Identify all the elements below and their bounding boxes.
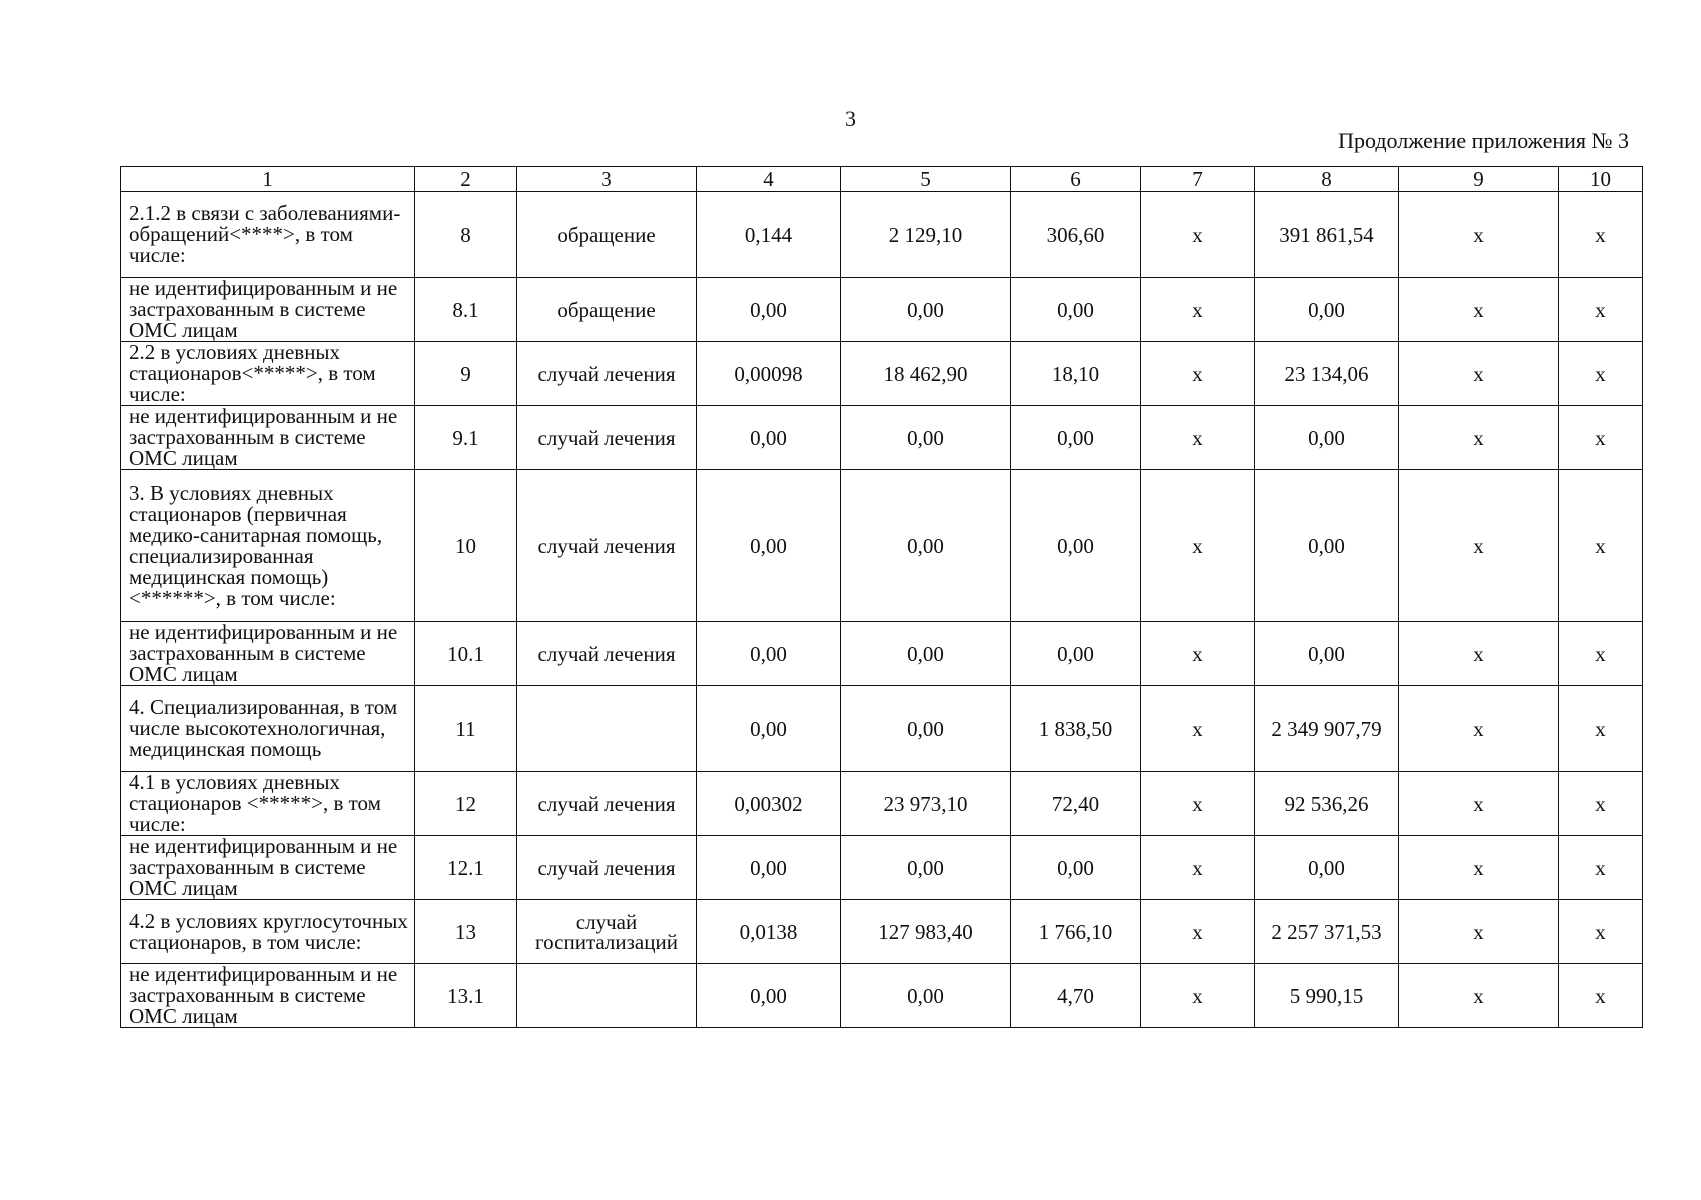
table-row: [121, 836, 1643, 900]
unit-cell: случай госпитализаций: [517, 900, 697, 964]
table-body: [121, 192, 1643, 1028]
value-cell: х: [1399, 192, 1559, 278]
row-code-cell: 12: [415, 772, 517, 836]
row-code-cell: 10: [415, 470, 517, 622]
value-cell: 18 462,90: [841, 342, 1011, 406]
value-cell: х: [1399, 686, 1559, 772]
value-cell: х: [1399, 278, 1559, 342]
value-cell: х: [1141, 622, 1255, 686]
column-number-header: 1: [121, 167, 415, 192]
table-row: [121, 772, 1643, 836]
value-cell: 2 129,10: [841, 192, 1011, 278]
value-cell: 0,00: [841, 686, 1011, 772]
value-cell: 0,00: [841, 470, 1011, 622]
value-cell: 0,00: [841, 836, 1011, 900]
row-code-cell: 13: [415, 900, 517, 964]
unit-cell: случай лечения: [517, 772, 697, 836]
value-cell: х: [1559, 192, 1643, 278]
value-cell: х: [1399, 900, 1559, 964]
value-cell: 0,00: [697, 622, 841, 686]
row-code-cell: 11: [415, 686, 517, 772]
value-cell: 92 536,26: [1255, 772, 1399, 836]
table-row: [121, 900, 1643, 964]
table-row: [121, 470, 1643, 622]
value-cell: х: [1399, 836, 1559, 900]
table-row: [121, 278, 1643, 342]
value-cell: х: [1399, 772, 1559, 836]
value-cell: 127 983,40: [841, 900, 1011, 964]
value-cell: 0,00: [1011, 470, 1141, 622]
row-code-cell: 13.1: [415, 964, 517, 1028]
row-code-cell: 8.1: [415, 278, 517, 342]
value-cell: 2 349 907,79: [1255, 686, 1399, 772]
value-cell: х: [1559, 964, 1643, 1028]
value-cell: 72,40: [1011, 772, 1141, 836]
row-label-cell: 4. Специализированная, в том числе высокотехнологичная, медицинская помощь: [121, 686, 415, 772]
unit-cell: случай лечения: [517, 836, 697, 900]
value-cell: х: [1399, 964, 1559, 1028]
appendix-continuation-caption: Продолжение приложения № 3: [1338, 128, 1629, 153]
table-row: [121, 342, 1643, 406]
value-cell: х: [1399, 342, 1559, 406]
value-cell: 0,00: [841, 622, 1011, 686]
value-cell: 1 838,50: [1011, 686, 1141, 772]
value-cell: 2 257 371,53: [1255, 900, 1399, 964]
unit-cell: случай лечения: [517, 470, 697, 622]
value-cell: 5 990,15: [1255, 964, 1399, 1028]
value-cell: х: [1559, 772, 1643, 836]
row-label-cell: не идентифицированным и не застрахованным в системе ОМС лицам: [121, 622, 415, 686]
row-label-cell: 2.2 в условиях дневных стационаров<*****>, в том числе:: [121, 342, 415, 406]
value-cell: х: [1141, 964, 1255, 1028]
table-row: [121, 192, 1643, 278]
value-cell: 0,144: [697, 192, 841, 278]
column-number-header: 8: [1255, 167, 1399, 192]
value-cell: х: [1141, 192, 1255, 278]
row-label-cell: 4.1 в условиях дневных стационаров <*****>, в том числе:: [121, 772, 415, 836]
column-number-header: 3: [517, 167, 697, 192]
value-cell: 0,00098: [697, 342, 841, 406]
value-cell: 0,00: [841, 964, 1011, 1028]
column-number-header: 10: [1559, 167, 1643, 192]
column-number-header: 6: [1011, 167, 1141, 192]
value-cell: х: [1559, 622, 1643, 686]
value-cell: 306,60: [1011, 192, 1141, 278]
data-table: [120, 166, 1643, 1028]
row-label-cell: 3. В условиях дневных стационаров (первичная медико-санитарная помощь, специализированная медицинская помощь) <******>, в том числе:: [121, 470, 415, 622]
table-row: [121, 622, 1643, 686]
value-cell: х: [1559, 470, 1643, 622]
row-label-cell: не идентифицированным и не застрахованным в системе ОМС лицам: [121, 964, 415, 1028]
value-cell: х: [1559, 836, 1643, 900]
value-cell: 0,00: [841, 278, 1011, 342]
value-cell: 0,00: [697, 406, 841, 470]
value-cell: 4,70: [1011, 964, 1141, 1028]
value-cell: 0,00: [1011, 406, 1141, 470]
unit-cell: [517, 686, 697, 772]
value-cell: х: [1559, 686, 1643, 772]
value-cell: 0,00: [697, 278, 841, 342]
value-cell: х: [1141, 470, 1255, 622]
header-row: [121, 167, 1643, 192]
value-cell: 0,00: [697, 964, 841, 1028]
value-cell: х: [1141, 836, 1255, 900]
value-cell: 1 766,10: [1011, 900, 1141, 964]
value-cell: 0,00: [697, 836, 841, 900]
value-cell: 0,00: [1255, 836, 1399, 900]
value-cell: х: [1141, 278, 1255, 342]
row-label-cell: 4.2 в условиях круглосуточных стационаров, в том числе:: [121, 900, 415, 964]
value-cell: 0,00: [1255, 622, 1399, 686]
row-code-cell: 10.1: [415, 622, 517, 686]
unit-cell: случай лечения: [517, 342, 697, 406]
unit-cell: случай лечения: [517, 406, 697, 470]
page-number: 3: [845, 106, 856, 131]
unit-cell: обращение: [517, 278, 697, 342]
value-cell: 0,00: [1011, 836, 1141, 900]
value-cell: 0,00: [1255, 278, 1399, 342]
value-cell: 23 134,06: [1255, 342, 1399, 406]
column-number-header: 2: [415, 167, 517, 192]
row-label-cell: 2.1.2 в связи с заболеваниями-обращений<****>, в том числе:: [121, 192, 415, 278]
row-code-cell: 8: [415, 192, 517, 278]
value-cell: х: [1399, 406, 1559, 470]
value-cell: х: [1399, 470, 1559, 622]
value-cell: 0,00: [1011, 278, 1141, 342]
unit-cell: обращение: [517, 192, 697, 278]
value-cell: 23 973,10: [841, 772, 1011, 836]
table-row: [121, 406, 1643, 470]
value-cell: х: [1559, 900, 1643, 964]
value-cell: 0,00: [697, 470, 841, 622]
row-code-cell: 9: [415, 342, 517, 406]
value-cell: 0,0138: [697, 900, 841, 964]
column-number-header: 7: [1141, 167, 1255, 192]
table-row: [121, 964, 1643, 1028]
value-cell: 0,00: [1255, 406, 1399, 470]
column-number-header: 4: [697, 167, 841, 192]
value-cell: 0,00: [841, 406, 1011, 470]
value-cell: 0,00: [1011, 622, 1141, 686]
value-cell: 0,00302: [697, 772, 841, 836]
table-row: [121, 686, 1643, 772]
value-cell: х: [1141, 686, 1255, 772]
value-cell: х: [1559, 342, 1643, 406]
unit-cell: случай лечения: [517, 622, 697, 686]
column-number-header: 9: [1399, 167, 1559, 192]
value-cell: 391 861,54: [1255, 192, 1399, 278]
value-cell: х: [1141, 342, 1255, 406]
row-label-cell: не идентифицированным и не застрахованным в системе ОМС лицам: [121, 278, 415, 342]
value-cell: х: [1559, 278, 1643, 342]
column-number-header: 5: [841, 167, 1011, 192]
value-cell: х: [1399, 622, 1559, 686]
value-cell: 0,00: [1255, 470, 1399, 622]
value-cell: 18,10: [1011, 342, 1141, 406]
row-code-cell: 9.1: [415, 406, 517, 470]
row-label-cell: не идентифицированным и не застрахованным в системе ОМС лицам: [121, 836, 415, 900]
value-cell: х: [1141, 900, 1255, 964]
row-code-cell: 12.1: [415, 836, 517, 900]
value-cell: х: [1141, 772, 1255, 836]
value-cell: х: [1559, 406, 1643, 470]
unit-cell: [517, 964, 697, 1028]
row-label-cell: не идентифицированным и не застрахованным в системе ОМС лицам: [121, 406, 415, 470]
value-cell: х: [1141, 406, 1255, 470]
value-cell: 0,00: [697, 686, 841, 772]
